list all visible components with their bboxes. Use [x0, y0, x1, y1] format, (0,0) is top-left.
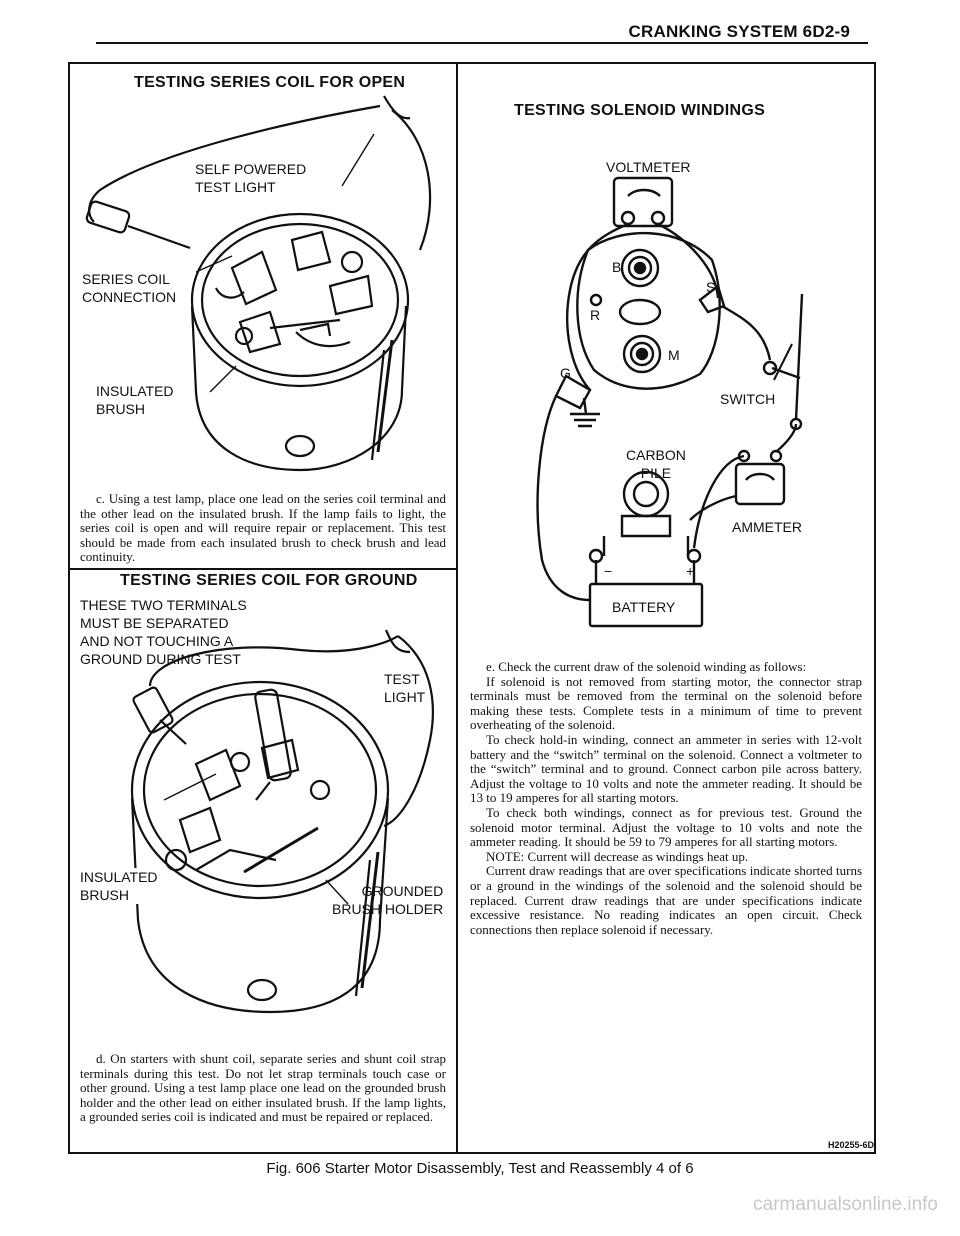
- label-ground-g: G: [560, 365, 571, 381]
- para-d: d. On starters with shunt coil, separate series and shunt coil strap terminals during this test. Do not let strap terminals touch case or other ground. Using a test lamp place one lead on the grounded brush holder and the other lead on either insulated brush. If the lamp lights, a grounded series coil is indicated and must be repaired or replaced.: [80, 1051, 446, 1125]
- figure-caption: Fig. 606 Starter Motor Disassembly, Test and Reassembly 4 of 6: [266, 1160, 694, 1177]
- watermark: carmanualsonline.info: [753, 1194, 938, 1215]
- para-solenoid-note: NOTE: Current will decrease as windings heat up.: [486, 848, 749, 864]
- label-insulated-brush: INSULATED BRUSH: [96, 383, 174, 417]
- section-heading-series-open: TESTING SERIES COIL FOR OPEN: [134, 74, 406, 91]
- label-voltmeter: VOLTMETER: [606, 159, 691, 175]
- solenoid-instructions: [470, 660, 862, 937]
- label-carbon-pile: CARBON PILE: [626, 447, 686, 481]
- label-switch: SWITCH: [720, 391, 776, 407]
- para-solenoid-3: To check both windings, connect as for previous test. Ground the solenoid motor terminal. Adjust the voltage to 10 volts and note the ammeter reading. It should be 59 to 79 amperes for all starting motors.: [470, 804, 862, 850]
- label-grounded-brush-holder: GROUNDED BRUSH HOLDER: [332, 883, 444, 917]
- label-battery: BATTERY: [612, 599, 676, 615]
- para-solenoid-2: To check hold-in winding, connect an ammeter in series with 12-volt battery and the “switch” terminal on the solenoid. Connect a voltmeter to the “switch” terminal and to ground. Connect carbon pile across battery. Adjust the voltage to 10 volts and note the ammeter reading. It should be 13 to 19 amperes for all starting motors.: [470, 731, 862, 806]
- para-solenoid-4: Current draw readings that are over specifications indicate shorted turns or a ground in the windings of the solenoid and the solenoid should be replaced. Current draw readings that are under specifications indicate excessive resistance. No reading indicates an open circuit. Check connections then replace solenoid if necessary.: [470, 863, 862, 937]
- section-heading-series-ground: TESTING SERIES COIL FOR GROUND: [120, 572, 418, 589]
- para-c: c. Using a test lamp, place one lead on the series coil terminal and the other lead on the insulated brush. If the lamp fails to light, the series coil is open and will require repair or replacement. This test should be made from each insulated brush to check brush and lead continuity.: [80, 491, 446, 565]
- para-solenoid-1: If solenoid is not removed from starting motor, the connector strap terminals must be removed from the terminal on the solenoid before making these tests. Complete tests in a minimum of time to prevent overheating of the solenoid.: [470, 673, 862, 733]
- label-terminals-note: THESE TWO TERMINALS MUST BE SEPARATED AND NOT TOUCHING A GROUND DURING TEST: [80, 597, 247, 667]
- label-battery-minus: −: [604, 563, 613, 579]
- label-terminal-s: S: [706, 279, 716, 295]
- label-self-powered-test-light: SELF POWERED TEST LIGHT: [195, 161, 307, 195]
- label-terminal-r: R: [590, 307, 601, 323]
- label-ammeter: AMMETER: [732, 519, 802, 535]
- label-terminal-b: B: [612, 259, 622, 275]
- page-header-title: CRANKING SYSTEM 6D2-9: [628, 22, 850, 41]
- para-e: e. Check the current draw of the solenoid winding as follows:: [486, 659, 807, 674]
- figure-id: H20255-6D: [827, 1140, 874, 1150]
- label-insulated-brush-ground: INSULATED BRUSH: [80, 869, 158, 903]
- label-series-coil-connection: SERIES COIL CONNECTION: [82, 271, 177, 305]
- label-battery-plus: +: [686, 563, 695, 579]
- label-test-light-ground: TEST LIGHT: [384, 671, 426, 705]
- section-heading-solenoid: TESTING SOLENOID WINDINGS: [514, 102, 766, 119]
- label-terminal-m: M: [668, 347, 680, 363]
